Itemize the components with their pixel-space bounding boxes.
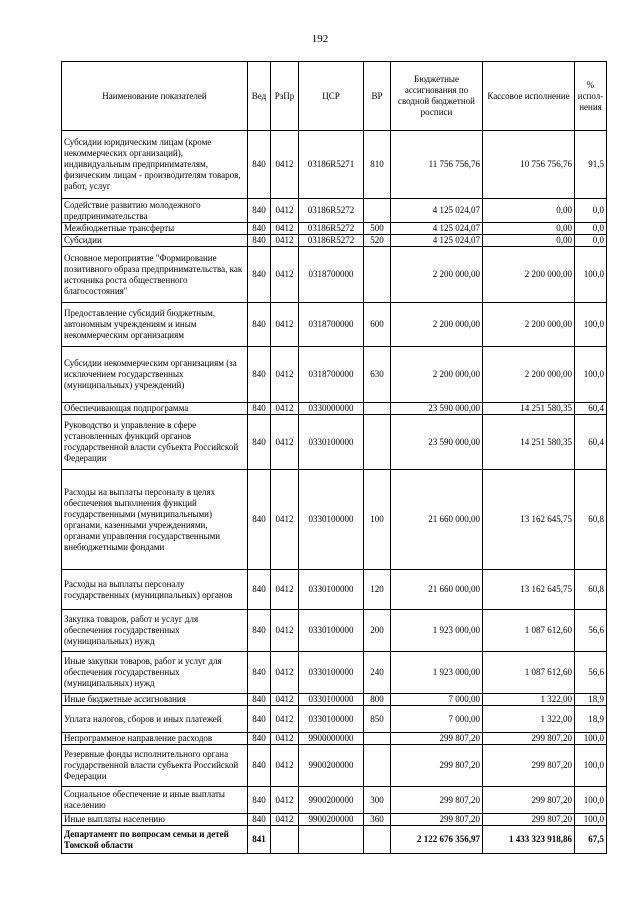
cell-csr: 9900200000 [299,745,364,787]
cell-name: Межбюджетные трансферты [62,223,248,235]
cell-ved: 840 [248,733,271,745]
cell-cash: 1 087 612,60 [483,610,575,652]
cell-rzpr: 0412 [271,470,299,570]
cell-ved: 840 [248,131,271,199]
header-name: Наименование показателей [62,62,248,131]
cell-pct: 0,0 [575,223,607,235]
cell-pct: 100,0 [575,347,607,403]
cell-cash: 14 251 580,35 [483,403,575,415]
header-rzpr: РзПр [271,62,299,131]
table-row [62,610,607,652]
cell-cash: 13 162 645,75 [483,570,575,610]
cell-rzpr: 0412 [271,199,299,223]
cell-cash: 299 807,20 [483,745,575,787]
table-row [62,706,607,733]
cell-cash: 0,00 [483,199,575,223]
cell-ved: 840 [248,745,271,787]
cell-budget: 2 200 000,00 [391,247,483,303]
cell-pct: 60,8 [575,470,607,570]
table-row [62,733,607,745]
cell-ved: 840 [248,570,271,610]
cell-csr: 0330100000 [299,652,364,694]
header-csr: ЦСР [299,62,364,131]
table-row [62,415,607,470]
table-row [62,745,607,787]
cell-name: Субсидии некоммерческим организациям (за исключением государственных (муниципальных) учреждений) [62,347,248,403]
table-row [62,347,607,403]
cell-budget: 23 590 000,00 [391,403,483,415]
cell-csr: 9900200000 [299,814,364,826]
cell-vr [364,826,391,854]
cell-cash: 299 807,20 [483,814,575,826]
cell-cash: 0,00 [483,223,575,235]
cell-ved: 840 [248,303,271,347]
cell-ved: 840 [248,694,271,706]
cell-name: Департамент по вопросам семьи и детей Томской области [62,826,248,854]
cell-vr: 200 [364,610,391,652]
cell-pct: 100,0 [575,814,607,826]
cell-csr: 0330000000 [299,403,364,415]
cell-vr: 120 [364,570,391,610]
cell-name: Обеспечивающая подпрограмма [62,403,248,415]
cell-pct: 100,0 [575,745,607,787]
cell-budget: 299 807,20 [391,733,483,745]
cell-ved: 840 [248,470,271,570]
cell-ved: 840 [248,235,271,247]
cell-budget: 299 807,20 [391,814,483,826]
cell-rzpr: 0412 [271,403,299,415]
table-row [62,814,607,826]
cell-name: Иные выплаты населению [62,814,248,826]
cell-cash: 2 200 000,00 [483,247,575,303]
cell-pct: 60,8 [575,570,607,610]
cell-rzpr [271,826,299,854]
cell-ved: 840 [248,347,271,403]
cell-csr: 03186R5272 [299,235,364,247]
cell-pct: 100,0 [575,787,607,814]
cell-budget: 2 200 000,00 [391,303,483,347]
cell-cash: 2 200 000,00 [483,347,575,403]
cell-name: Руководство и управление в сфере установленных функций органов государственной власти субъекта Российской Федерации [62,415,248,470]
cell-cash: 1 087 612,60 [483,652,575,694]
cell-name: Непрограммное направление расходов [62,733,248,745]
cell-vr [364,403,391,415]
cell-name: Иные закупки товаров, работ и услуг для обеспечения государственных (муниципальных) нужд [62,652,248,694]
cell-csr: 0330100000 [299,415,364,470]
cell-ved: 840 [248,706,271,733]
cell-ved: 840 [248,814,271,826]
cell-rzpr: 0412 [271,303,299,347]
cell-vr: 300 [364,787,391,814]
cell-ved: 841 [248,826,271,854]
cell-budget: 7 000,00 [391,706,483,733]
cell-ved: 840 [248,403,271,415]
cell-csr: 03186R5272 [299,199,364,223]
cell-vr: 100 [364,470,391,570]
cell-rzpr: 0412 [271,706,299,733]
cell-budget: 4 125 024,07 [391,223,483,235]
cell-name: Содействие развитию молодежного предпринимательства [62,199,248,223]
table-row [62,223,607,235]
cell-name: Резервные фонды исполнительного органа государственной власти субъекта Российской Федерации [62,745,248,787]
cell-name: Основное мероприятие "Формирование позитивного образа предпринимательства, как источника роста общественного благосостояния" [62,247,248,303]
cell-ved: 840 [248,415,271,470]
cell-csr: 0330100000 [299,570,364,610]
cell-rzpr: 0412 [271,247,299,303]
cell-cash: 0,00 [483,235,575,247]
cell-rzpr: 0412 [271,131,299,199]
cell-csr: 0330100000 [299,470,364,570]
cell-cash: 13 162 645,75 [483,470,575,570]
cell-csr: 0318700000 [299,247,364,303]
cell-pct: 56,6 [575,610,607,652]
cell-pct: 100,0 [575,733,607,745]
cell-cash: 14 251 580,35 [483,415,575,470]
cell-budget: 1 923 000,00 [391,652,483,694]
cell-pct: 18,9 [575,694,607,706]
cell-rzpr: 0412 [271,235,299,247]
cell-vr: 500 [364,223,391,235]
cell-cash: 299 807,20 [483,733,575,745]
cell-vr [364,247,391,303]
cell-name: Иные бюджетные ассигнования [62,694,248,706]
cell-name: Расходы на выплаты персоналу в целях обеспечения выполнения функций государственными (муниципальными) органами, казенными учреждениями, органами управления государственными внебюджетными фондами [62,470,248,570]
table-body [62,131,607,854]
cell-budget: 2 122 676 356,97 [391,826,483,854]
cell-budget: 23 590 000,00 [391,415,483,470]
cell-budget: 11 756 756,76 [391,131,483,199]
cell-ved: 840 [248,652,271,694]
cell-csr: 0330100000 [299,706,364,733]
cell-ved: 840 [248,787,271,814]
table-row [62,131,607,199]
cell-rzpr: 0412 [271,347,299,403]
cell-budget: 21 660 000,00 [391,570,483,610]
cell-name: Предоставление субсидий бюджетным, автономным учреждениям и иным некоммерческим организациям [62,303,248,347]
header-pct: % испол-нения [575,62,607,131]
cell-budget: 1 923 000,00 [391,610,483,652]
cell-csr: 0318700000 [299,303,364,347]
cell-budget: 299 807,20 [391,745,483,787]
cell-pct: 56,6 [575,652,607,694]
table-row [62,570,607,610]
table-row [62,470,607,570]
cell-pct: 91,5 [575,131,607,199]
cell-pct: 60,4 [575,415,607,470]
table-row [62,652,607,694]
cell-budget: 299 807,20 [391,787,483,814]
table-row [62,787,607,814]
budget-table [61,61,607,854]
table-row [62,247,607,303]
cell-pct: 100,0 [575,303,607,347]
cell-pct: 100,0 [575,247,607,303]
cell-rzpr: 0412 [271,415,299,470]
cell-rzpr: 0412 [271,745,299,787]
cell-csr: 0318700000 [299,347,364,403]
page-number: 192 [311,33,329,45]
cell-cash: 2 200 000,00 [483,303,575,347]
table-row [62,303,607,347]
cell-rzpr: 0412 [271,223,299,235]
cell-cash: 1 433 323 918,86 [483,826,575,854]
cell-budget: 2 200 000,00 [391,347,483,403]
cell-name: Субсидии [62,235,248,247]
cell-pct: 0,0 [575,235,607,247]
cell-ved: 840 [248,199,271,223]
header-budget: Бюджетные ассигнования по сводной бюджетной росписи [391,62,483,131]
table-row [62,826,607,854]
table-row [62,235,607,247]
cell-name: Расходы на выплаты персоналу государственных (муниципальных) органов [62,570,248,610]
cell-pct: 60,4 [575,403,607,415]
cell-cash: 1 322,00 [483,694,575,706]
cell-rzpr: 0412 [271,570,299,610]
cell-rzpr: 0412 [271,787,299,814]
cell-cash: 299 807,20 [483,787,575,814]
cell-csr: 0330100000 [299,694,364,706]
header-ved: Вед [248,62,271,131]
cell-rzpr: 0412 [271,814,299,826]
cell-vr: 850 [364,706,391,733]
cell-csr [299,826,364,854]
cell-rzpr: 0412 [271,733,299,745]
cell-vr: 630 [364,347,391,403]
table-row [62,403,607,415]
header-vr: ВР [364,62,391,131]
cell-name: Субсидии юридическим лицам (кроме некоммерческих организаций), индивидуальным предпринимателям, физическим лицам - производителям товаров, работ, услуг [62,131,248,199]
cell-budget: 4 125 024,07 [391,235,483,247]
cell-vr: 520 [364,235,391,247]
cell-cash: 10 756 756,76 [483,131,575,199]
cell-name: Социальное обеспечение и иные выплаты населению [62,787,248,814]
table-header-row [62,62,607,131]
table-row [62,694,607,706]
cell-pct: 18,9 [575,706,607,733]
cell-cash: 1 322,00 [483,706,575,733]
cell-csr: 03186R5271 [299,131,364,199]
cell-vr [364,733,391,745]
cell-csr: 0330100000 [299,610,364,652]
cell-rzpr: 0412 [271,652,299,694]
cell-ved: 840 [248,223,271,235]
cell-vr [364,415,391,470]
header-cash: Кассовое исполнение [483,62,575,131]
cell-ved: 840 [248,610,271,652]
cell-vr: 600 [364,303,391,347]
cell-csr: 9900200000 [299,787,364,814]
cell-budget: 7 000,00 [391,694,483,706]
cell-pct: 67,5 [575,826,607,854]
cell-budget: 21 660 000,00 [391,470,483,570]
cell-vr [364,745,391,787]
cell-csr: 03186R5272 [299,223,364,235]
cell-ved: 840 [248,247,271,303]
cell-csr: 9900000000 [299,733,364,745]
cell-rzpr: 0412 [271,610,299,652]
cell-vr: 800 [364,694,391,706]
cell-vr [364,199,391,223]
cell-pct: 0,0 [575,199,607,223]
cell-vr: 810 [364,131,391,199]
table-row [62,199,607,223]
cell-rzpr: 0412 [271,694,299,706]
cell-budget: 4 125 024,07 [391,199,483,223]
cell-name: Закупка товаров, работ и услуг для обеспечения государственных (муниципальных) нужд [62,610,248,652]
cell-name: Уплата налогов, сборов и иных платежей [62,706,248,733]
cell-vr: 240 [364,652,391,694]
cell-vr: 360 [364,814,391,826]
